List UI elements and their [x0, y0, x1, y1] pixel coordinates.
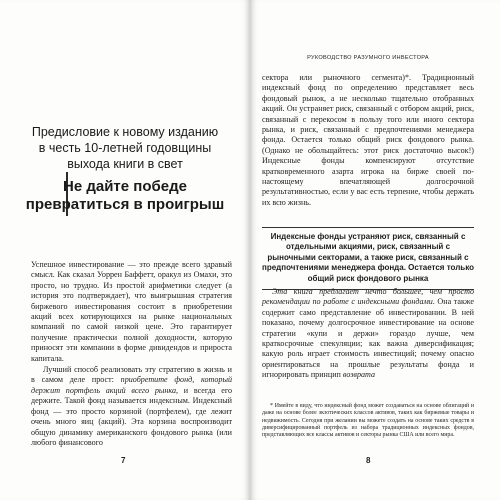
- page-number-left: 7: [121, 456, 126, 465]
- chapter-title: [20, 124, 230, 172]
- paragraph: [31, 260, 232, 364]
- paragraph-text: . Она также содержит само представление об инвестировании. В ней показано, почему долгосрочное инвестирование на основе стратегии «купи и держи» гораздо лучше, чем краткосрочные спекуляции; как важна диверсификация; какую роль играет стоимость инвестиций; почему опасно ориентироваться на прошлые результаты фонда и игнорировать принцип: [262, 297, 475, 380]
- left-body-text: [31, 260, 232, 448]
- paragraph-emphasis: возврата: [342, 370, 376, 380]
- chapter-title-line: Предисловие к новому изданию: [31, 125, 219, 139]
- footnote-body: Имейте в виду, что индексный фонд может создаваться на основе облигаций и даже на основе более экзотических классов активов, таких как биржевые товары и недвижимость. Сегодня при желании вы можете создать на основе таких средств в диверсифицированный портфель из набора традиционных индексных фондов, представляющих все классы активов и секторы рынка США или всего мира.: [262, 403, 474, 439]
- chapter-subtitle-line: Не дайте победе: [63, 178, 187, 195]
- footnote-marker: *: [270, 403, 273, 409]
- paragraph: [262, 287, 474, 381]
- paragraph-text: Лучший способ реализовать эту стратегию в жизнь и в самом деле прост:: [31, 365, 232, 385]
- chapter-subtitle-line: превратиться в проигрыш: [25, 196, 225, 213]
- right-body-text-continued: [262, 287, 474, 381]
- paragraph-emphasis: Эта книга предлагает нечто большее, чем просто рекомендации по работе с индексными фондами: [262, 287, 474, 307]
- right-body-text: [262, 73, 474, 208]
- paragraph: [31, 365, 232, 448]
- paragraph-text: Успешное инвестирование — это прежде всего здравый смысл. Как сказал Уоррен Баффетт, оракул из Омахи, это просто, но трудно. Из простой арифметики следует (а история это подтверждает), что выигрышная стратегия биржевого инвестирования состоит в приобретении акций всех котирующихся на рынке национальных компаний по самой низкой цене. Это гарантирует получение практически полной доходности, которую приносят эти компании в форме дивидендов и прироста капитала.: [31, 260, 232, 363]
- paragraph-text: , и всегда его держите. Такой фонд называется индексным. Индексный фонд — это просто корзиной (портфелем), где лежит очень много яиц (акций). Эта корзина воспроизводит общую динамику американского фондового рынка (или любого финансового: [31, 385, 232, 447]
- footnote-text: [262, 403, 474, 439]
- page-number-right: 8: [366, 456, 371, 465]
- running-head: РУКОВОДСТВО РАЗУМНОГО ИНВЕСТОРА: [307, 55, 429, 61]
- chapter-title-line: в честь 10-летней годовщины: [38, 141, 212, 155]
- footnote: [262, 403, 474, 439]
- chapter-title-line: выхода книги в свет: [67, 157, 183, 171]
- paragraph: сектора или рыночного сегмента)*. Традиционный индексный фонд по определению представляет весь фондовый рынок, а не несколько тщательно отобранных акций. Он устраняет риск, связанный с отбором акций, риск, связанный с перекосом в пользу того или иного сектора рынка, и риск, связанный с предпочтениями менеджера фонда. Остается только общий риск фондового рынка. (Однако не обольщайтесь: этот риск достаточно высок!) Индексные фонды компенсируют отсутствие кратковременного азарта игрока на бирже своей по-настоящему впечатляющей долгосрочной результативностью, если у вас есть терпение, чтобы держать их всю жизнь.: [262, 73, 474, 207]
- paragraph-emphasis: приобретите фонд, который держит портфель акций всего рынка: [31, 375, 232, 395]
- chapter-subtitle: [20, 178, 230, 214]
- pull-quote: Индексные фонды устраняют риск, связанный с отдельными акциями, риск, связанный с рыночными секторами, а также риск, связанный с предпочтениями менеджера фонда. Остается только общий риск фондового рынка: [262, 227, 474, 290]
